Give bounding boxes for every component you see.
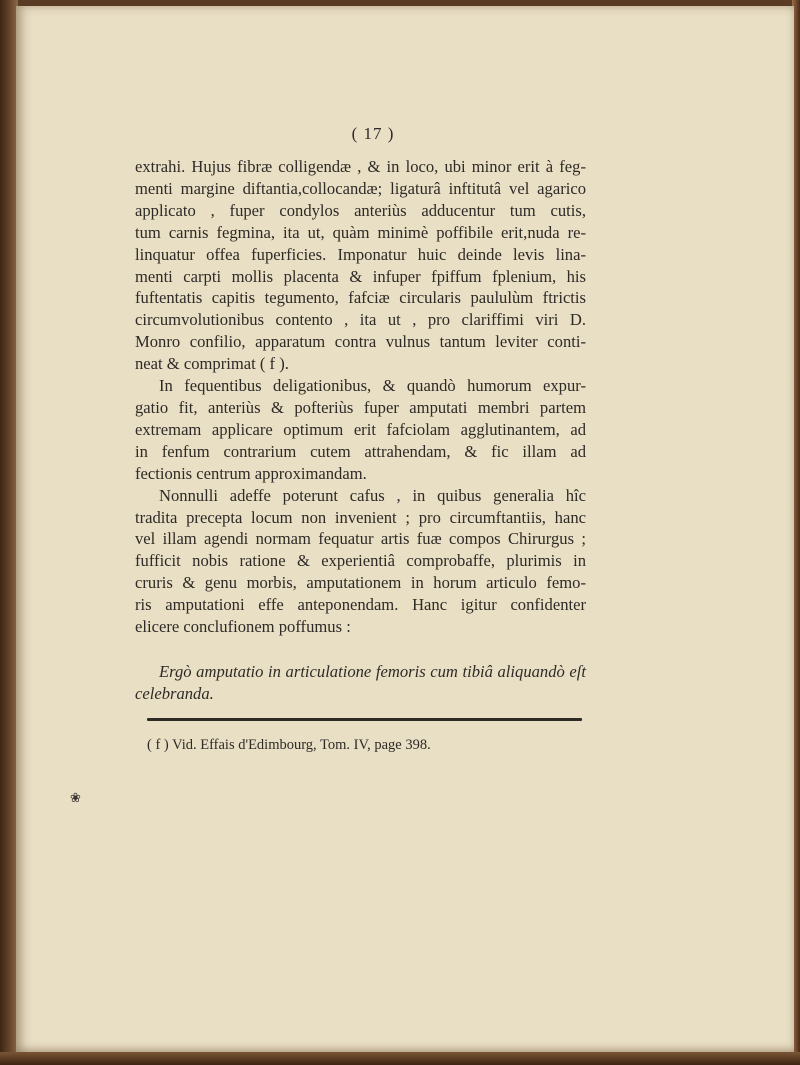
text-line: fuftentatis capitis tegumento, fafciæ circularis paululùm ftrictis (135, 288, 586, 308)
conclusion (135, 661, 586, 705)
text-line: fectionis centrum approximandam. (135, 463, 367, 483)
paragraph-3 (135, 485, 586, 638)
text-line: applicato , fuper condylos anteriùs adducentur tum cutis, (135, 200, 586, 220)
text-line: cruris & genu morbis, amputationem in horum articulo femo- (135, 573, 586, 593)
text-line: linquatur offea fuperficies. Imponatur huic deinde levis lina- (135, 244, 586, 264)
text-line: circumvolutionibus contento , ita ut , pro clariffimi viri D. (135, 310, 586, 330)
footnote: ( f ) Vid. Effais d'Edimbourg, Tom. IV, page 398. (147, 737, 431, 753)
footnote-rule (147, 718, 582, 721)
text-line: Nonnulli adeffe poterunt cafus , in quibus generalia hîc (159, 485, 586, 505)
text-line: ris amputationi effe anteponendam. Hanc igitur confidenter (135, 595, 586, 615)
book-binding-bottom (0, 1052, 800, 1065)
text-line: Monro confilio, apparatum contra vulnus tantum leviter conti- (135, 332, 586, 352)
text-line: menti margine diftantia,collocandæ; ligaturâ inftitutâ vel agarico (135, 178, 586, 198)
conclusion-line: Ergò amputatio in articulatione femoris cum tibiâ aliquandò eſt (159, 662, 586, 681)
page-number: ( 17 ) (351, 124, 395, 143)
text-line: fufficit nobis ratione & experientiâ comprobaffe, plurimis in (135, 551, 586, 571)
conclusion-line: celebranda. (135, 683, 214, 703)
text-line: in fenfum contrarium cutem attrahendam, & fic illam ad (135, 441, 586, 461)
text-line: In fequentibus deligationibus, & quandò humorum expur- (159, 376, 586, 396)
text-line: extrahi. Hujus fibræ colligendæ , & in loco, ubi minor erit à feg- (135, 157, 586, 176)
text-line: elicere conclufionem poffumus : (135, 617, 351, 637)
text-line: tradita precepta locum non invenient ; pro circumftantiis, hanc (135, 507, 586, 527)
paragraph-2 (135, 375, 586, 485)
body-text (135, 156, 586, 638)
text-line: gatio fit, anteriùs & pofteriùs fuper amputati membri partem (135, 397, 586, 417)
text-line: neat & comprimat ( f ). (135, 354, 289, 374)
text-line: vel illam agendi normam fequatur artis fuæ compos Chirurgus ; (135, 529, 586, 549)
text-line: tum carnis fegmina, ita ut, quàm minimè poffibile erit,nuda re- (135, 222, 586, 242)
paragraph-1 (135, 156, 586, 375)
printer-ornament: ❀ (70, 790, 81, 805)
text-line: menti carpti mollis placenta & infuper fpiffum fplenium, his (135, 266, 586, 286)
book-page (16, 6, 794, 1053)
text-line: extremam applicare optimum erit fafciolam agglutinantem, ad (135, 419, 586, 439)
